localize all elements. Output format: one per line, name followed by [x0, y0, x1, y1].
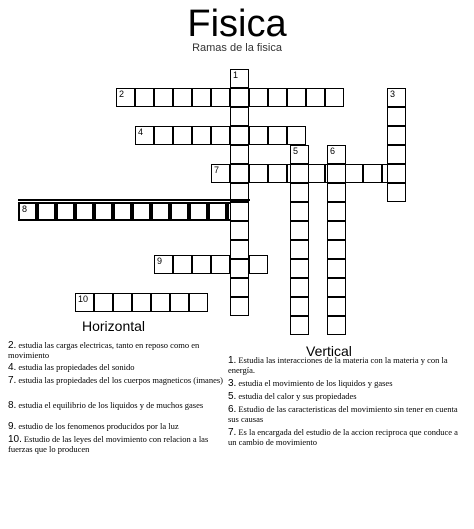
grid-cell[interactable]: [18, 202, 37, 221]
grid-cell[interactable]: [173, 255, 192, 274]
clue-number-label: 1: [233, 70, 239, 80]
grid-cell[interactable]: [211, 88, 230, 107]
clue-number-label: 4: [138, 127, 144, 137]
grid-cell[interactable]: [230, 278, 249, 297]
grid-cell[interactable]: [173, 126, 192, 145]
grid-cell[interactable]: [113, 293, 132, 312]
horizontal-heading: Horizontal: [82, 318, 146, 334]
clue-vertical-3: 3. estudia el movimiento de los liquidos y gases: [228, 378, 393, 389]
grid-cell[interactable]: [132, 293, 151, 312]
grid-cell[interactable]: [75, 202, 94, 221]
grid-cell[interactable]: [189, 293, 208, 312]
grid-cell[interactable]: [230, 297, 249, 316]
grid-cell[interactable]: [192, 126, 211, 145]
grid-cell[interactable]: [344, 164, 363, 183]
clue-number-label: 5: [293, 146, 299, 156]
grid-cell[interactable]: [249, 255, 268, 274]
grid-cell[interactable]: [290, 221, 309, 240]
grid-cell[interactable]: [327, 164, 346, 183]
grid-cell[interactable]: [151, 202, 170, 221]
grid-cell[interactable]: [287, 126, 306, 145]
clue-number-label: 8: [22, 204, 28, 214]
grid-cell[interactable]: [327, 183, 346, 202]
grid-cell[interactable]: [290, 202, 309, 221]
grid-cell[interactable]: [249, 88, 268, 107]
grid-cell[interactable]: [268, 88, 287, 107]
grid-cell[interactable]: [290, 259, 309, 278]
grid-cell[interactable]: [230, 164, 249, 183]
clue-horizontal-7: 7. estudia las propiedades del los cuerpos magneticos (imanes): [8, 375, 223, 386]
grid-cell[interactable]: [132, 202, 151, 221]
grid-cell[interactable]: [116, 88, 135, 107]
grid-cell[interactable]: [290, 297, 309, 316]
grid-cell[interactable]: [173, 88, 192, 107]
grid-cell[interactable]: [387, 164, 406, 183]
clue-number-label: 7: [214, 165, 220, 175]
grid-cell[interactable]: [306, 88, 325, 107]
clue-vertical-6: 6. Estudio de las caracteristicas del movimiento sin tener en cuenta sus causas: [228, 404, 458, 424]
clue-number-label: 10: [78, 294, 89, 304]
clue-number-label: 2: [119, 89, 125, 99]
clue-horizontal-4: 4. estudia las propiedades del sonido: [8, 362, 135, 373]
row-rule: [18, 199, 250, 201]
grid-cell[interactable]: [327, 202, 346, 221]
puzzle-title: Fisica: [187, 3, 287, 45]
grid-cell[interactable]: [211, 126, 230, 145]
grid-cell[interactable]: [230, 221, 249, 240]
grid-cell[interactable]: [56, 202, 75, 221]
grid-cell[interactable]: [327, 240, 346, 259]
grid-cell[interactable]: [230, 202, 249, 221]
grid-cell[interactable]: [230, 259, 249, 278]
grid-cell[interactable]: [327, 259, 346, 278]
grid-cell[interactable]: [290, 145, 309, 164]
grid-cell[interactable]: [113, 202, 132, 221]
grid-cell[interactable]: [154, 255, 173, 274]
grid-cell[interactable]: [363, 164, 382, 183]
grid-cell[interactable]: [290, 164, 309, 183]
grid-cell[interactable]: [387, 145, 406, 164]
grid-cell[interactable]: [327, 221, 346, 240]
clue-vertical-5: 5. estudia del calor y sus propiedades: [228, 391, 357, 402]
grid-cell[interactable]: [290, 316, 309, 335]
grid-cell[interactable]: [290, 183, 309, 202]
grid-cell[interactable]: [327, 278, 346, 297]
grid-cell[interactable]: [135, 88, 154, 107]
grid-cell[interactable]: [327, 316, 346, 335]
grid-cell[interactable]: [189, 202, 208, 221]
clue-number-label: 3: [390, 89, 396, 99]
grid-cell[interactable]: [230, 145, 249, 164]
grid-cell[interactable]: [325, 88, 344, 107]
grid-cell[interactable]: [387, 126, 406, 145]
grid-cell[interactable]: [387, 183, 406, 202]
grid-cell[interactable]: [154, 126, 173, 145]
grid-cell[interactable]: [290, 278, 309, 297]
grid-cell[interactable]: [387, 88, 406, 107]
clue-horizontal-8: 8. estudia el equilibrio de los liquidos y de muchos gases: [8, 400, 204, 411]
grid-cell[interactable]: [327, 297, 346, 316]
grid-cell[interactable]: [230, 126, 249, 145]
clue-number-label: 9: [157, 256, 163, 266]
grid-cell[interactable]: [170, 202, 189, 221]
grid-cell[interactable]: [287, 88, 306, 107]
clue-horizontal-2: 2. estudia las cargas electricas, tanto en reposo como en movimiento: [8, 340, 200, 360]
puzzle-subtitle: Ramas de la fisica: [192, 42, 282, 54]
grid-cell[interactable]: [230, 69, 249, 88]
grid-cell[interactable]: [327, 145, 346, 164]
clue-horizontal-10: 10. Estudio de las leyes del movimiento con relacion a las fuerzas que lo producen: [8, 434, 209, 454]
grid-cell[interactable]: [211, 164, 230, 183]
grid-cell[interactable]: [268, 164, 287, 183]
grid-cell[interactable]: [230, 88, 249, 107]
grid-cell[interactable]: [170, 293, 189, 312]
grid-cell[interactable]: [211, 255, 230, 274]
vertical-heading: Vertical: [306, 343, 352, 359]
grid-cell[interactable]: [151, 293, 170, 312]
clue-vertical-7: 7. Es la encargada del estudio de la accion reciproca que conduce a un cambio de movimiento: [228, 427, 458, 447]
grid-cell[interactable]: [290, 240, 309, 259]
grid-cell[interactable]: [94, 202, 113, 221]
clue-vertical-1: 1. Estudia las interacciones de la materia con la materia y con la energía.: [228, 355, 448, 375]
grid-cell[interactable]: [135, 126, 154, 145]
grid-cell[interactable]: [230, 107, 249, 126]
grid-cell[interactable]: [230, 240, 249, 259]
grid-cell[interactable]: [249, 164, 268, 183]
grid-cell[interactable]: [387, 107, 406, 126]
grid-cell[interactable]: [94, 293, 113, 312]
grid-cell[interactable]: [37, 202, 56, 221]
grid-cell[interactable]: [154, 88, 173, 107]
clue-horizontal-9: 9. estudio de los fenomenos producidos por la luz: [8, 421, 179, 432]
grid-cell[interactable]: [249, 126, 268, 145]
grid-cell[interactable]: [268, 126, 287, 145]
grid-cell[interactable]: [192, 255, 211, 274]
clue-number-label: 6: [330, 146, 336, 156]
grid-cell[interactable]: [208, 202, 227, 221]
grid-cell[interactable]: [192, 88, 211, 107]
grid-cell[interactable]: [75, 293, 94, 312]
